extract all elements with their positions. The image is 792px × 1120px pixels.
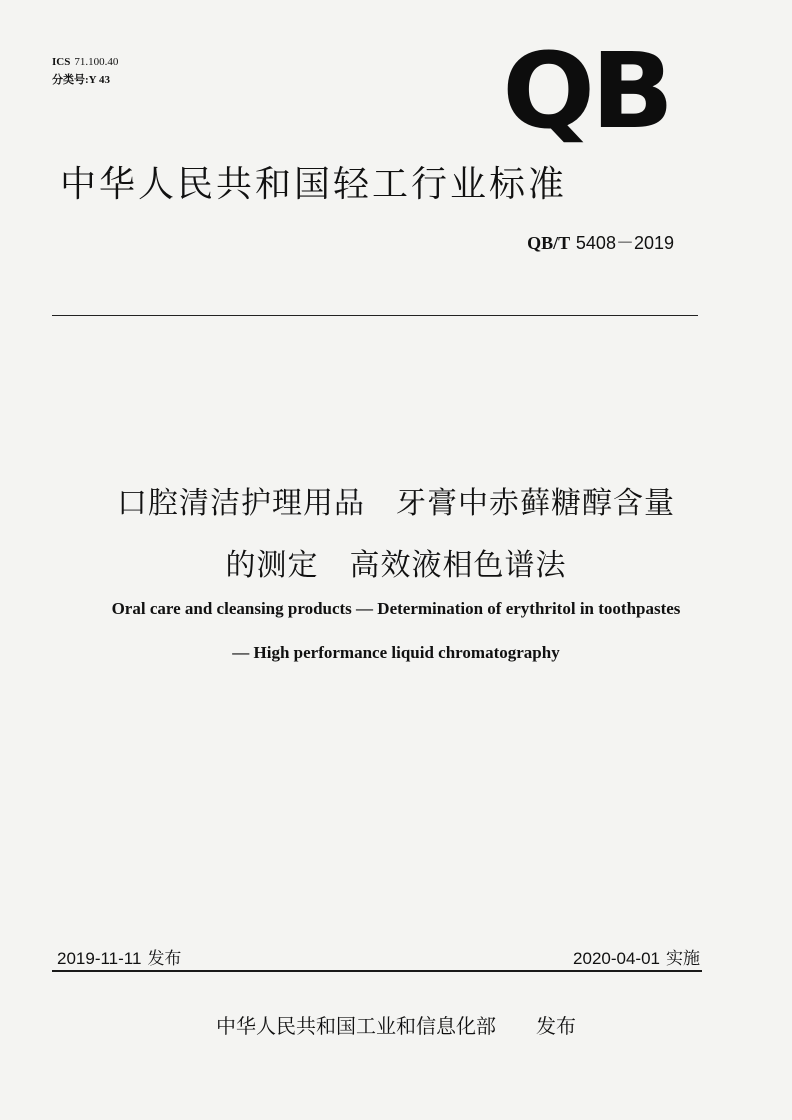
implementation-date-word: 实施 — [666, 949, 700, 969]
class-line — [52, 71, 118, 89]
chinese-title-line-2: 的测定 高效液相色谱法 — [225, 548, 567, 583]
chinese-title-line-1: 口腔清洁护理用品 牙膏中赤藓糖醇含量 — [117, 486, 675, 521]
class-value: Y 43 — [88, 74, 110, 86]
issue-date-value: 2019-11-11 — [57, 949, 142, 968]
english-title-line-2: — High performance liquid chromatography — [232, 643, 560, 662]
qb-logo: QB — [502, 30, 670, 152]
industry-standard-title: 中华人民共和国轻工行业标准 — [60, 164, 568, 205]
header-divider — [52, 315, 698, 316]
standard-code: 5408－2019 — [575, 233, 674, 253]
ics-label: ICS — [52, 56, 71, 68]
english-title-line-1: Oral care and cleansing products — Determination of erythritol in toothpastes — [111, 599, 681, 618]
implementation-date-value: 2020-04-01 — [573, 949, 660, 968]
publisher: 中华人民共和国工业和信息化部 发布 — [216, 1014, 576, 1038]
footer-divider — [52, 970, 702, 972]
class-label: 分类号: — [52, 74, 89, 86]
ics-line — [52, 53, 118, 71]
classification-block — [52, 53, 118, 89]
issue-date — [57, 944, 181, 969]
ics-value: 71.100.40 — [74, 56, 119, 68]
issue-date-word: 发布 — [147, 949, 182, 969]
standard-number — [527, 229, 674, 255]
standard-prefix: QB/T — [527, 233, 571, 253]
implementation-date — [573, 944, 700, 969]
